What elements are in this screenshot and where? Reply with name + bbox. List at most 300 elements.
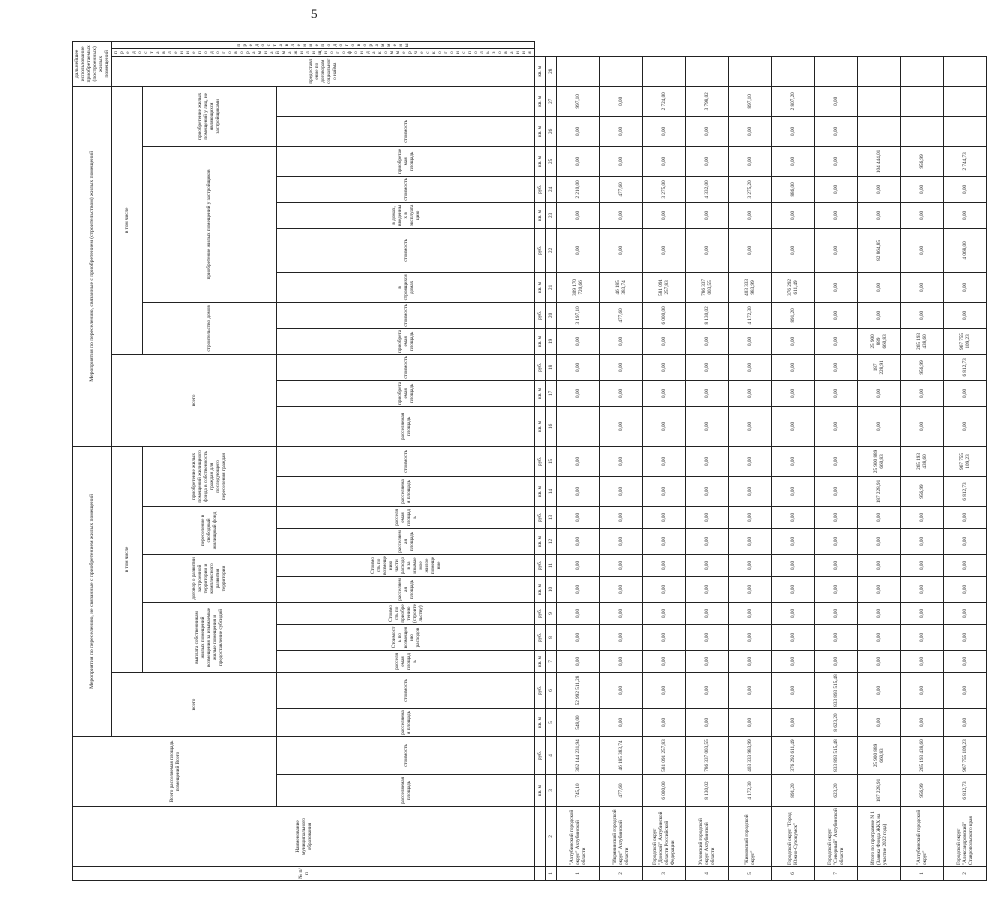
table-cell: 581 091 257,83	[643, 736, 686, 774]
hdr-b-cost: стоимость	[277, 354, 535, 380]
table-row	[772, 42, 815, 881]
hdr-a-area: расселяемая площадь	[277, 708, 535, 736]
table-cell: 0,00	[686, 672, 729, 708]
table-cell	[901, 116, 944, 146]
unit-sqm: кв. м	[535, 528, 546, 554]
column-index: 19	[546, 328, 557, 354]
hdr-name: Наименование муниципального образования	[73, 807, 535, 867]
table-cell: 0,00	[815, 576, 858, 602]
table-cell: 0,00	[643, 380, 686, 406]
table-cell: 0,00	[600, 228, 643, 272]
column-index: 28	[546, 56, 557, 86]
table-cell: 0,00	[858, 528, 901, 554]
unit-sqm: кв. м	[535, 380, 546, 406]
table-cell: 0,00	[901, 576, 944, 602]
column-index: 13	[546, 506, 557, 528]
table-cell: 2 724,00	[643, 86, 686, 116]
hdr-a-sub1-cost1: Стоимость по возмещению расходов	[277, 624, 535, 650]
table-cell: 0,00	[686, 202, 729, 228]
table-cell: 4 172,30	[729, 775, 772, 807]
unit-sqm: кв. м	[535, 775, 546, 807]
table-cell: 0,00	[600, 650, 643, 672]
table-cell: 0,00	[772, 602, 815, 624]
table-cell: 82 864,85	[858, 228, 901, 272]
table-cell: 0,00	[643, 576, 686, 602]
table-cell: 897,10	[729, 86, 772, 116]
table-cell: 0,00	[815, 446, 858, 476]
unit-rub: руб.	[535, 446, 546, 476]
table-cell: 0,00	[557, 202, 600, 228]
table-cell: 0,00	[944, 650, 987, 672]
table-cell: 3 798,02	[686, 86, 729, 116]
hdr-future: дальнейшее использование приобретаемых (построенных) жилых помещений	[73, 42, 112, 87]
table-cell: 0,00	[643, 650, 686, 672]
table-cell: 0,00	[643, 554, 686, 576]
hdr-a-sub1-cost2: Стоимость по приобретению (строительству)	[277, 602, 535, 624]
row-number: 6	[772, 867, 815, 881]
table-cell: 0,00	[729, 446, 772, 476]
table-cell: 25 900 889 660,83	[858, 736, 901, 774]
table-cell: 0,00	[600, 624, 643, 650]
table-cell: 0,00	[729, 602, 772, 624]
table-row	[729, 42, 772, 881]
unit-rub: руб.	[535, 354, 546, 380]
row-number	[858, 867, 901, 881]
hdr-a-incl: в том числе	[112, 446, 143, 672]
table-cell: 6 000,00	[643, 302, 686, 328]
table-cell: 0,00	[772, 380, 815, 406]
column-index: 22	[546, 228, 557, 272]
hdr-b-build-cost: стоимость	[277, 228, 535, 272]
table-cell: 3 197,10	[557, 302, 600, 328]
table-row	[858, 42, 901, 881]
table-cell: 956,99	[901, 775, 944, 807]
hdr-block-b: Мероприятия по переселению, связанные с приобретением (строительством) жилых помещений	[73, 86, 112, 446]
column-index: 27	[546, 86, 557, 116]
row-number: 5	[729, 867, 772, 881]
table-cell: 0,00	[944, 302, 987, 328]
table-cell: 2 744,73	[944, 146, 987, 176]
table-cell: 0,00	[815, 328, 858, 354]
table-cell	[729, 56, 772, 86]
table-cell: 0,00	[600, 116, 643, 146]
unit-sqm: кв. м	[535, 116, 546, 146]
table-cell: 0,00	[729, 476, 772, 506]
row-number: 7	[815, 867, 858, 881]
table-cell: 0,00	[557, 602, 600, 624]
table-cell: 104 444,01	[858, 146, 901, 176]
table-cell: 956,99	[901, 476, 944, 506]
table-cell: 0,00	[815, 528, 858, 554]
table-cell: 0,00	[686, 380, 729, 406]
hdr-b-stroit-cost: стоимость	[277, 302, 535, 328]
unit-sqm: кв. м	[535, 406, 546, 446]
hdr-a-sub4-area: расселяемая площадь	[277, 476, 535, 506]
table-cell: 187 228,91	[858, 476, 901, 506]
hdr-b-acq-area: приобретаемая площадь	[277, 380, 535, 406]
table-cell: 0,00	[686, 602, 729, 624]
table-cell: 2 807,20	[772, 86, 815, 116]
column-index: 15	[546, 446, 557, 476]
table-cell: 0,00	[729, 672, 772, 708]
table-cell: 477,60	[600, 176, 643, 202]
table-cell: 362 144 231,94	[557, 736, 600, 774]
table-cell: 0,00	[729, 228, 772, 272]
unit-rub: руб.	[535, 176, 546, 202]
table-cell: 0,00	[901, 602, 944, 624]
column-index: 7	[546, 650, 557, 672]
table-cell: 0,00	[815, 476, 858, 506]
table-cell: 0,00	[643, 354, 686, 380]
table-cell: 0,00	[686, 650, 729, 672]
table-cell: 0,00	[858, 272, 901, 302]
unit-sqm: кв. м	[535, 328, 546, 354]
table-cell: 0,00	[858, 650, 901, 672]
table-cell: 187 228,91	[858, 775, 901, 807]
table-cell: 0,00	[600, 328, 643, 354]
table-cell: 0,00	[815, 86, 858, 116]
table-cell: 6 000,00	[643, 775, 686, 807]
unit-blank	[535, 807, 546, 867]
column-index: 9	[546, 602, 557, 624]
table-cell	[815, 56, 858, 86]
table-row	[686, 42, 729, 881]
table-cell: 0,00	[643, 202, 686, 228]
table-cell: 0,00	[901, 302, 944, 328]
table-cell: 0,00	[686, 116, 729, 146]
hdr-a-sub3-cost: расселяемая площадь	[277, 506, 535, 528]
hdr-cost: стоимость	[277, 736, 535, 774]
table-cell: 8 130,02	[686, 775, 729, 807]
table-row	[600, 42, 643, 881]
table-cell: 0,00	[815, 650, 858, 672]
table-cell: 0,00	[600, 672, 643, 708]
column-index: 21	[546, 272, 557, 302]
table-cell: 477,60	[600, 302, 643, 328]
table-cell: 0,00	[815, 380, 858, 406]
column-index: 20	[546, 302, 557, 328]
table-cell: 4 068,00	[944, 228, 987, 272]
table-cell: 0,00	[815, 554, 858, 576]
table-cell: 0,00	[901, 176, 944, 202]
table-cell: 0,00	[600, 86, 643, 116]
table-row	[643, 42, 686, 881]
table-cell: 0,00	[772, 476, 815, 506]
table-cell: 0,00	[944, 624, 987, 650]
municipality-name: Городской округ "Северный" Ахтубинской области	[815, 807, 858, 867]
table-cell: 0,00	[772, 116, 815, 146]
column-index: 24	[546, 176, 557, 202]
table-cell	[643, 56, 686, 86]
table-cell: 0,00	[686, 506, 729, 528]
table-cell: 0,00	[686, 476, 729, 506]
hdr-a-total: всего	[112, 672, 277, 736]
table-cell: 0,00	[815, 272, 858, 302]
table-cell: 967 755 109,23	[944, 328, 987, 354]
table-cell: 0,00	[729, 354, 772, 380]
table-cell: 0,00	[643, 146, 686, 176]
unit-rub: руб.	[535, 506, 546, 528]
table-cell: 265 193 438,60	[901, 446, 944, 476]
table-cell: 0,00	[557, 554, 600, 576]
table-cell: 0,00	[772, 202, 815, 228]
table-cell: 46 185 383,74	[600, 736, 643, 774]
table-cell: 4 172,30	[729, 302, 772, 328]
table-cell: 0,00	[815, 176, 858, 202]
column-index: 23	[546, 202, 557, 228]
table-cell: 0,00	[729, 380, 772, 406]
table-cell: 0,00	[557, 354, 600, 380]
column-index: 16	[546, 406, 557, 446]
table-cell: 0,00	[729, 506, 772, 528]
table-cell: 0,00	[686, 146, 729, 176]
table-cell: 0,00	[557, 380, 600, 406]
hdr-b-total: всего	[112, 354, 277, 446]
hdr-b-stroit-area: приобретаемая площадь	[277, 328, 535, 354]
unit-blank	[535, 867, 546, 881]
unit-rub: руб.	[535, 228, 546, 272]
municipality-name: Городской округ "Александровский" Ставропольского края	[944, 807, 987, 867]
hdr-a-cost: стоимость	[277, 672, 535, 708]
table-cell: 0,00	[815, 202, 858, 228]
column-index: 3	[546, 775, 557, 807]
table-cell: 0,00	[901, 624, 944, 650]
page-number: 5	[311, 6, 318, 21]
table-cell: 0,00	[729, 624, 772, 650]
table-cell: 0,00	[686, 406, 729, 446]
table-cell: 0,00	[557, 576, 600, 602]
unit-sqm: кв. м	[535, 708, 546, 736]
table-cell: 0,00	[901, 554, 944, 576]
table-cell: 0,00	[772, 650, 815, 672]
unit-rub: руб.	[535, 554, 546, 576]
table-cell: 0,00	[858, 506, 901, 528]
table-cell: 0,00	[643, 228, 686, 272]
hdr-a-sub2-area: расселяемая площадь	[277, 576, 535, 602]
table-cell: 0,00	[901, 406, 944, 446]
column-index: 17	[546, 380, 557, 406]
table-cell: 6 812,73	[944, 476, 987, 506]
table-cell	[557, 56, 600, 86]
table-cell: 0,00	[729, 202, 772, 228]
resettlement-table	[72, 41, 987, 881]
table-cell: 581 091 257,83	[643, 272, 686, 302]
unit-rub: руб.	[535, 624, 546, 650]
table-cell: 0,00	[901, 708, 944, 736]
column-index: 10	[546, 576, 557, 602]
table-cell: 403 333 983,99	[729, 272, 772, 302]
table-cell: 0,00	[600, 576, 643, 602]
hdr-f1: предоставление по договорам социального найма	[112, 56, 535, 86]
hdr-b-ready-area: в домах, введенных в эксплуатацию	[277, 202, 535, 228]
table-cell: 0,00	[643, 116, 686, 146]
municipality-name: "Ахтубинский городской округ" Ахтубинской области	[557, 807, 600, 867]
column-index-row	[546, 42, 557, 881]
hdr-total-resettled: Всего расселяемая площадь помещений Всего	[73, 736, 277, 806]
table-cell: 376 292 611,49	[772, 736, 815, 774]
table-cell: 0,00	[815, 506, 858, 528]
table-cell: 0,00	[944, 554, 987, 576]
table-cell: 0,00	[858, 602, 901, 624]
table-cell: 0,00	[858, 672, 901, 708]
table-cell: 623,20	[815, 775, 858, 807]
column-index: 12	[546, 528, 557, 554]
table-cell	[858, 86, 901, 116]
table-cell: 0,00	[815, 116, 858, 146]
table-cell: 0,00	[600, 554, 643, 576]
table-cell: 0,00	[729, 650, 772, 672]
table-cell: 0,00	[686, 446, 729, 476]
table-cell: 4 332,00	[686, 176, 729, 202]
hdr-a-sub1-area: расселяемая площадь	[277, 650, 535, 672]
table-cell	[901, 56, 944, 86]
hdr-area: расселяемая площадь	[277, 775, 535, 807]
hdr-b-incl: в том числе	[112, 86, 143, 354]
table-cell: 0,00	[686, 228, 729, 272]
hdr-f4: предоставление по договорам мены	[112, 42, 535, 49]
table-cell: 0,00	[686, 576, 729, 602]
table-cell: 403 333 983,99	[729, 736, 772, 774]
table-cell: 0,00	[772, 228, 815, 272]
hdr-b-ready-cost: стоимость	[277, 176, 535, 202]
table-cell: 0,00	[729, 146, 772, 176]
table-cell	[858, 56, 901, 86]
municipality-name: Итого по программе N 1 (Заявка Фонда ЖКХ на участие 2022 года)	[858, 807, 901, 867]
table-cell: 786 337 003,55	[686, 272, 729, 302]
table-cell: 25 900 889 660,83	[858, 446, 901, 476]
hdr-b-area: расселяемая площадь	[277, 406, 535, 446]
column-index: 2	[546, 807, 557, 867]
table-cell: 0,00	[643, 708, 686, 736]
table-cell: 0,00	[944, 672, 987, 708]
table-cell: 0,00	[944, 528, 987, 554]
table-cell: 8 130,02	[686, 302, 729, 328]
table-cell: 833 893 515,48	[815, 736, 858, 774]
table-cell: 0,00	[686, 528, 729, 554]
municipality-name: "Икрянинский городской округ" Ахтубинской области	[600, 807, 643, 867]
table-cell: 0,00	[772, 146, 815, 176]
column-index: 6	[546, 672, 557, 708]
table-cell: 0,00	[729, 116, 772, 146]
table-cell: 0,00	[600, 146, 643, 176]
table-cell: 0,00	[600, 406, 643, 446]
table-cell: 0,00	[686, 328, 729, 354]
table-cell: 0,00	[901, 672, 944, 708]
table-cell: 0,00	[600, 708, 643, 736]
table-cell: 0,00	[944, 406, 987, 446]
table-cell: 745,10	[557, 775, 600, 807]
table-body	[557, 42, 987, 881]
table-cell: 0,00	[858, 302, 901, 328]
unit-rub: руб.	[535, 672, 546, 708]
table-cell: 0,00	[944, 380, 987, 406]
table-cell: 0,00	[944, 506, 987, 528]
table-cell: 0,00	[944, 272, 987, 302]
table-cell: 0,00	[557, 446, 600, 476]
table-cell: 0,00	[815, 228, 858, 272]
table-cell: 265 193 438,60	[901, 328, 944, 354]
column-index: 8	[546, 624, 557, 650]
table-cell: 967 755 109,23	[944, 446, 987, 476]
table-cell: 0,00	[901, 228, 944, 272]
municipality-name: Узловский городской округ Ахтубинской области	[686, 807, 729, 867]
table-cell: 0,00	[600, 602, 643, 624]
table-cell: 0,00	[729, 328, 772, 354]
hdr-b-acquire: приобретение жилых помещений у застройщиков	[142, 146, 276, 302]
table-cell	[901, 86, 944, 116]
hdr-block-a: Мероприятия по переселению, не связанные с приобретением жилых помещений	[73, 446, 112, 736]
hdr-b-other-cost: стоимость	[277, 116, 535, 146]
table-cell: 0,00	[901, 528, 944, 554]
table-row	[557, 42, 600, 881]
table-cell	[686, 56, 729, 86]
table-cell: 891,20	[772, 775, 815, 807]
column-index: 11	[546, 554, 557, 576]
table-cell: 2 210,00	[557, 176, 600, 202]
table-cell: 6 812,73	[944, 775, 987, 807]
table-cell: 3 275,20	[729, 176, 772, 202]
table-cell: 309 170 720,66	[557, 272, 600, 302]
row-number: 2	[600, 867, 643, 881]
table-cell: 187 228,91	[858, 354, 901, 380]
table-cell: 0,00	[600, 446, 643, 476]
unit-sqm: кв. м	[535, 56, 546, 86]
table-cell: 0,00	[772, 624, 815, 650]
unit-sqm: кв. м	[535, 202, 546, 228]
hdr-no: № п/п	[73, 867, 535, 881]
table-cell: 0,00	[643, 602, 686, 624]
table-cell: 3 275,00	[643, 176, 686, 202]
table-cell: 0,00	[901, 202, 944, 228]
table-cell: 0,00	[686, 624, 729, 650]
municipality-name: "Кимовский городской округ"	[729, 807, 772, 867]
hdr-a-sub2-cost: Стоимость по возмещению части расходов за изымаемое жилое помещение	[277, 554, 535, 576]
unit-sqm: кв. м	[535, 650, 546, 672]
column-index: 5	[546, 708, 557, 736]
table-cell: 0,00	[772, 328, 815, 354]
table-cell: 8 623,20	[815, 708, 858, 736]
table-cell: 52 992 511,28	[557, 672, 600, 708]
table-cell: 0,00	[557, 146, 600, 176]
table-cell	[772, 56, 815, 86]
table-cell: 0,00	[944, 176, 987, 202]
table-cell: 886,00	[772, 176, 815, 202]
table-cell: 0,00	[901, 650, 944, 672]
table-cell: 0,00	[557, 506, 600, 528]
table-cell: 0,00	[600, 202, 643, 228]
table-cell: 477,60	[600, 775, 643, 807]
unit-rub: руб.	[535, 302, 546, 328]
table-cell	[557, 406, 600, 446]
unit-sqm: кв. м	[535, 272, 546, 302]
table-cell: 0,00	[772, 672, 815, 708]
table-cell: 0,00	[643, 624, 686, 650]
column-index: 1	[546, 867, 557, 881]
table-cell: 0,00	[772, 446, 815, 476]
table-row	[901, 42, 944, 881]
table-cell: 0,00	[600, 506, 643, 528]
table-cell: 0,00	[901, 506, 944, 528]
table-cell: 956,99	[901, 354, 944, 380]
table-cell: 0,00	[858, 708, 901, 736]
table-cell: 0,00	[557, 650, 600, 672]
table-cell: 6 812,73	[944, 354, 987, 380]
table-row	[815, 42, 858, 881]
table-cell: 0,00	[729, 576, 772, 602]
column-index: 26	[546, 116, 557, 146]
table-cell: 0,00	[600, 380, 643, 406]
table-cell: 0,00	[858, 624, 901, 650]
